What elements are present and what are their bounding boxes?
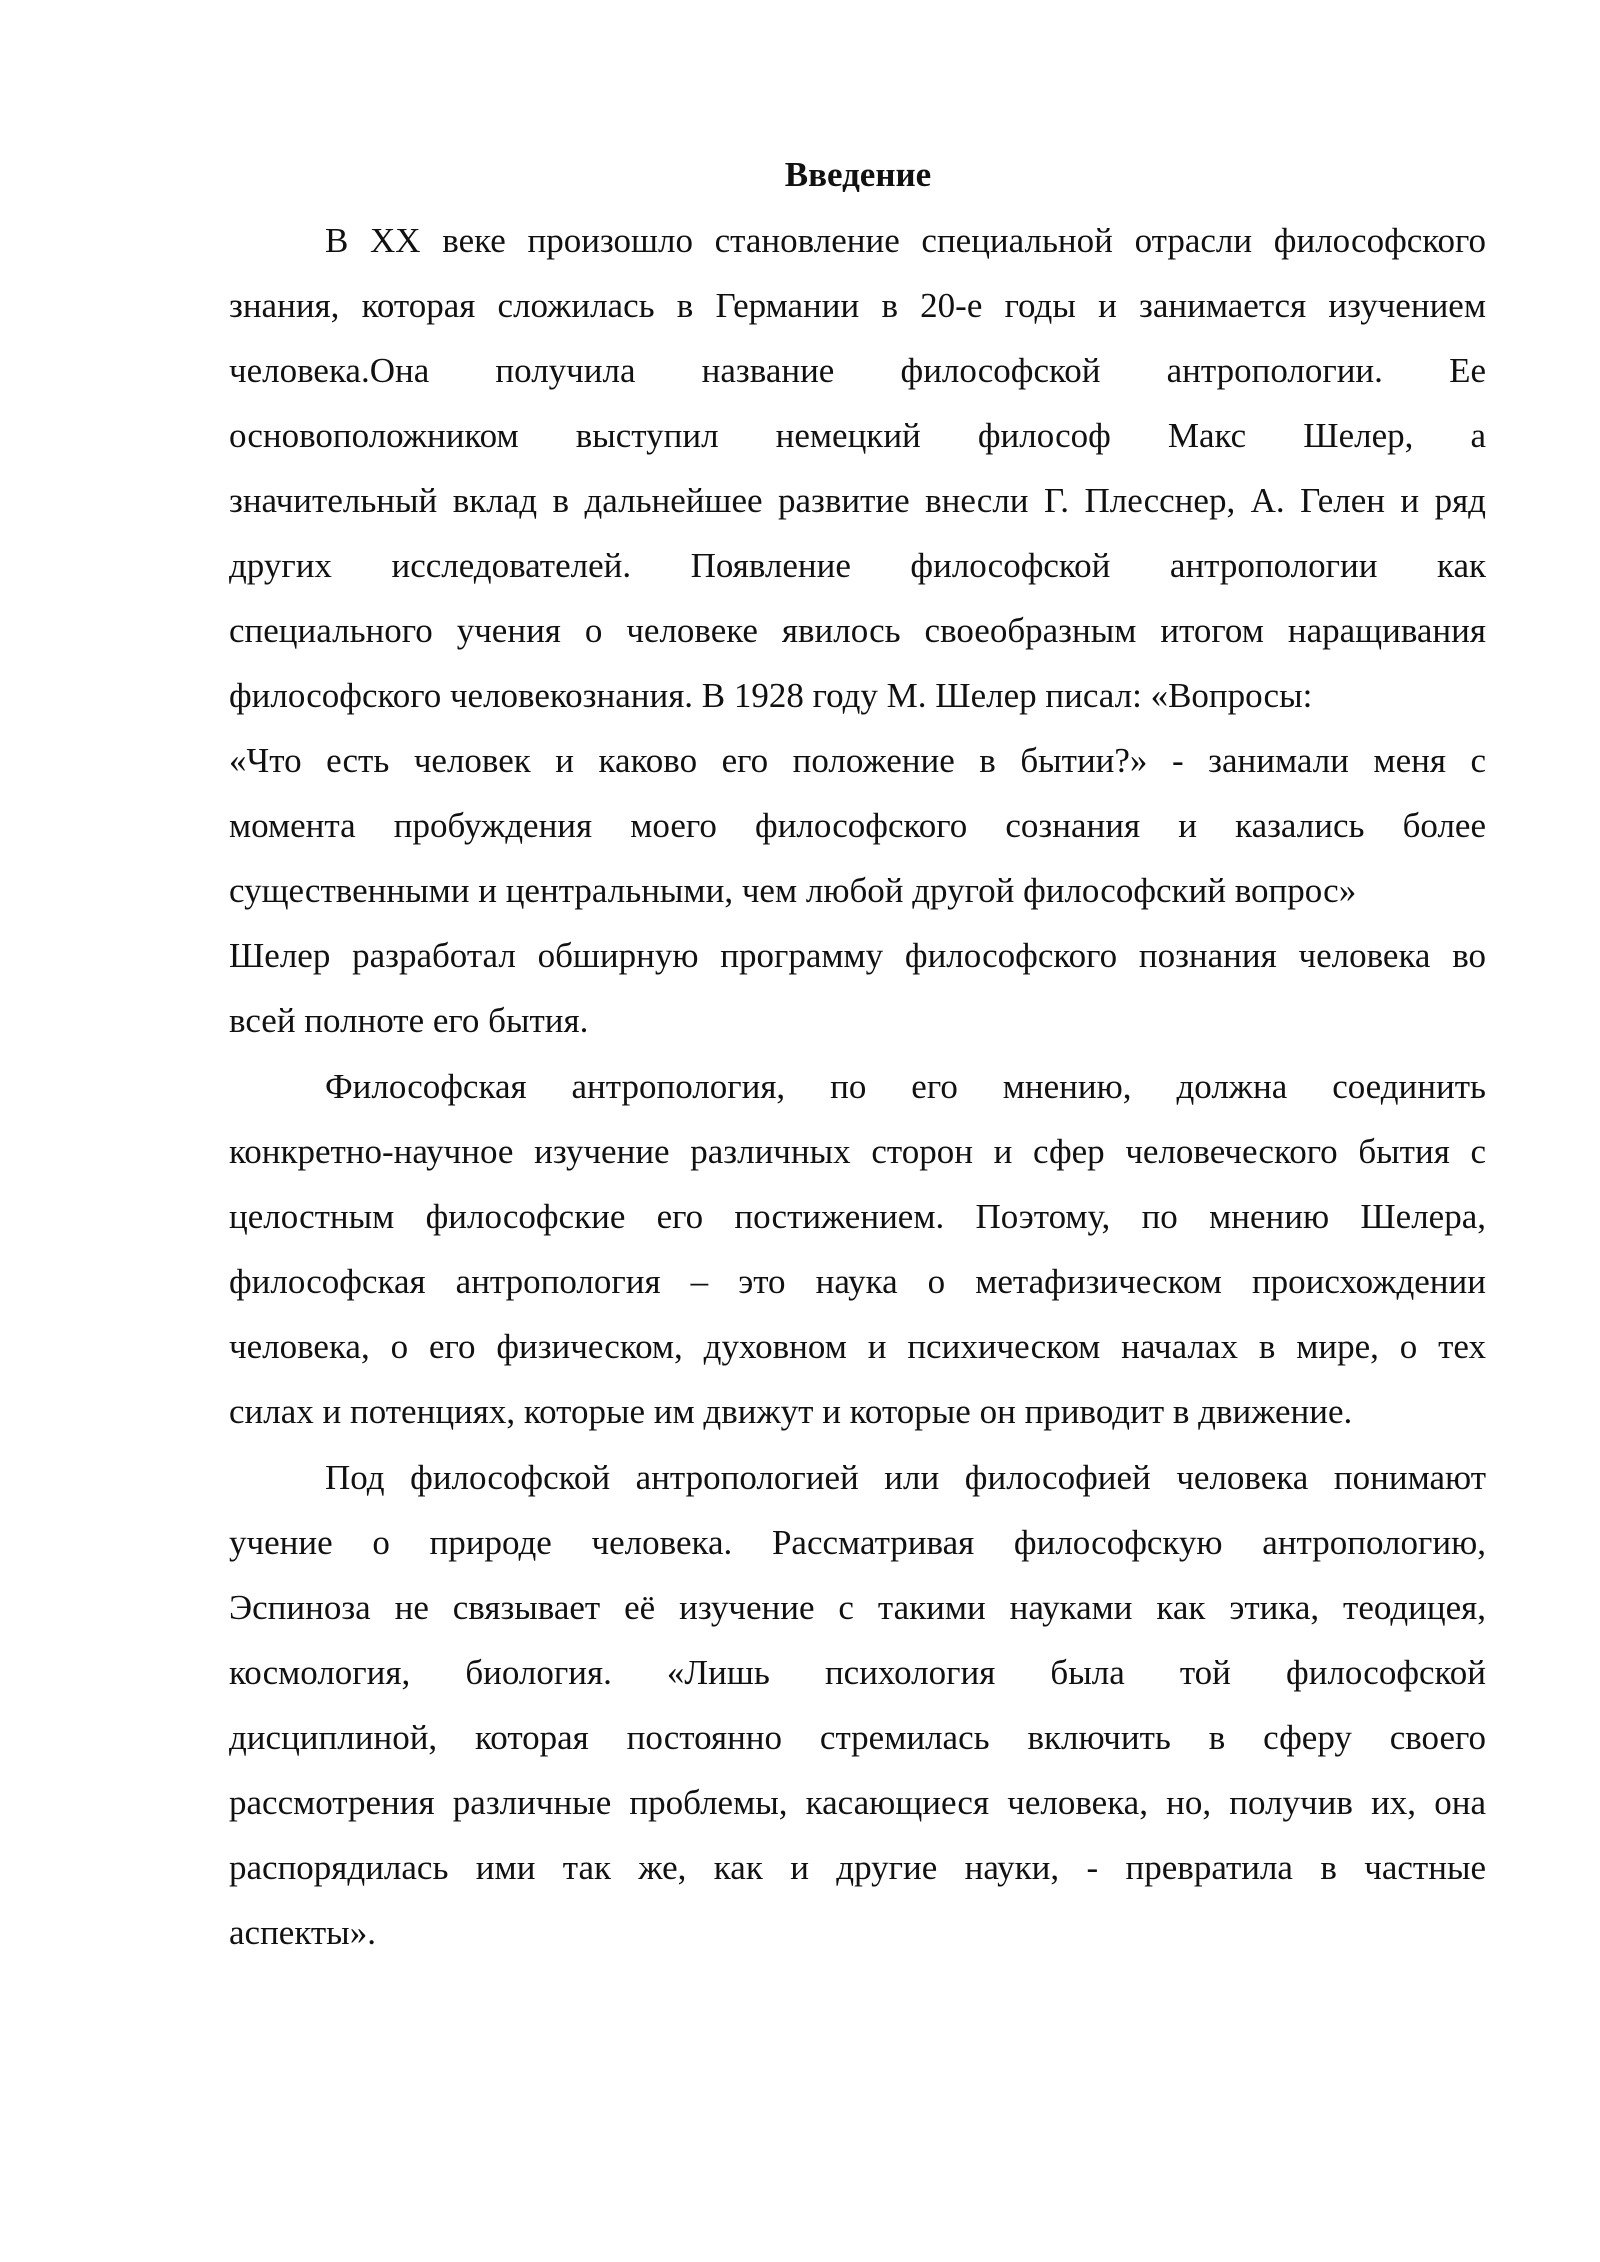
- paragraph-line: специального учения о человеке явилось своеобразным итогом наращивания: [229, 611, 1486, 650]
- page-title: Введение: [784, 155, 932, 194]
- paragraph-line: конкретно-научное изучение различных сторон и сфер человеческого бытия с: [229, 1132, 1486, 1171]
- paragraph-1: [229, 208, 1486, 1053]
- paragraph-line: других исследователей. Появление философской антропологии как: [229, 546, 1486, 585]
- paragraph-line: знания, которая сложилась в Германии в 20-е годы и занимается изучением: [229, 286, 1486, 325]
- paragraph-2: [229, 1054, 1486, 1444]
- paragraph-line: силах и потенциях, которые им движут и которые он приводит в движение.: [229, 1392, 1353, 1431]
- paragraph-line: В XX веке произошло становление специальной отрасли философского: [325, 221, 1486, 260]
- paragraph-line: значительный вклад в дальнейшее развитие внесли Г. Плесснер, А. Гелен и ряд: [229, 481, 1486, 520]
- paragraph-line: Под философской антропологией или философией человека понимают: [325, 1458, 1486, 1497]
- paragraph-line: человека, о его физическом, духовном и психическом началах в мире, о тех: [229, 1327, 1486, 1366]
- paragraph-line: учение о природе человека. Рассматривая философскую антропологию,: [229, 1523, 1486, 1562]
- paragraph-line: Эспиноза не связывает её изучение с такими науками как этика, теодицея,: [229, 1588, 1486, 1627]
- paragraph-3: [229, 1445, 1486, 1965]
- paragraph-line: распорядилась ими так же, как и другие науки, - превратила в частные: [229, 1848, 1486, 1887]
- paragraph-line: основоположником выступил немецкий философ Макс Шелер, а: [229, 416, 1486, 455]
- paragraph-line: Философская антропология, по его мнению, должна соединить: [325, 1067, 1486, 1106]
- paragraph-line: существенными и центральными, чем любой другой философский вопрос»: [229, 871, 1357, 910]
- paragraph-line: момента пробуждения моего философского сознания и казались более: [229, 806, 1486, 845]
- paragraph-line: «Что есть человек и каково его положение в бытии?» - занимали меня с: [229, 741, 1486, 780]
- paragraph-line: философского человекознания. В 1928 году М. Шелер писал: «Вопросы:: [229, 676, 1313, 715]
- paragraph-line: космология, биология. «Лишь психология была той философской: [229, 1653, 1486, 1692]
- paragraph-line: аспекты».: [229, 1913, 376, 1952]
- paragraph-line: человека.Она получила название философской антропологии. Ее: [229, 351, 1486, 390]
- paragraph-line: целостным философские его постижением. Поэтому, по мнению Шелера,: [229, 1197, 1486, 1236]
- paragraph-line: Шелер разработал обширную программу философского познания человека во: [229, 936, 1486, 975]
- paragraph-line: всей полноте его бытия.: [229, 1001, 589, 1040]
- paragraph-line: рассмотрения различные проблемы, касающиеся человека, но, получив их, она: [229, 1783, 1486, 1822]
- paragraph-line: философская антропология – это наука о метафизическом происхождении: [229, 1262, 1486, 1301]
- paragraph-line: дисциплиной, которая постоянно стремилась включить в сферу своего: [229, 1718, 1486, 1757]
